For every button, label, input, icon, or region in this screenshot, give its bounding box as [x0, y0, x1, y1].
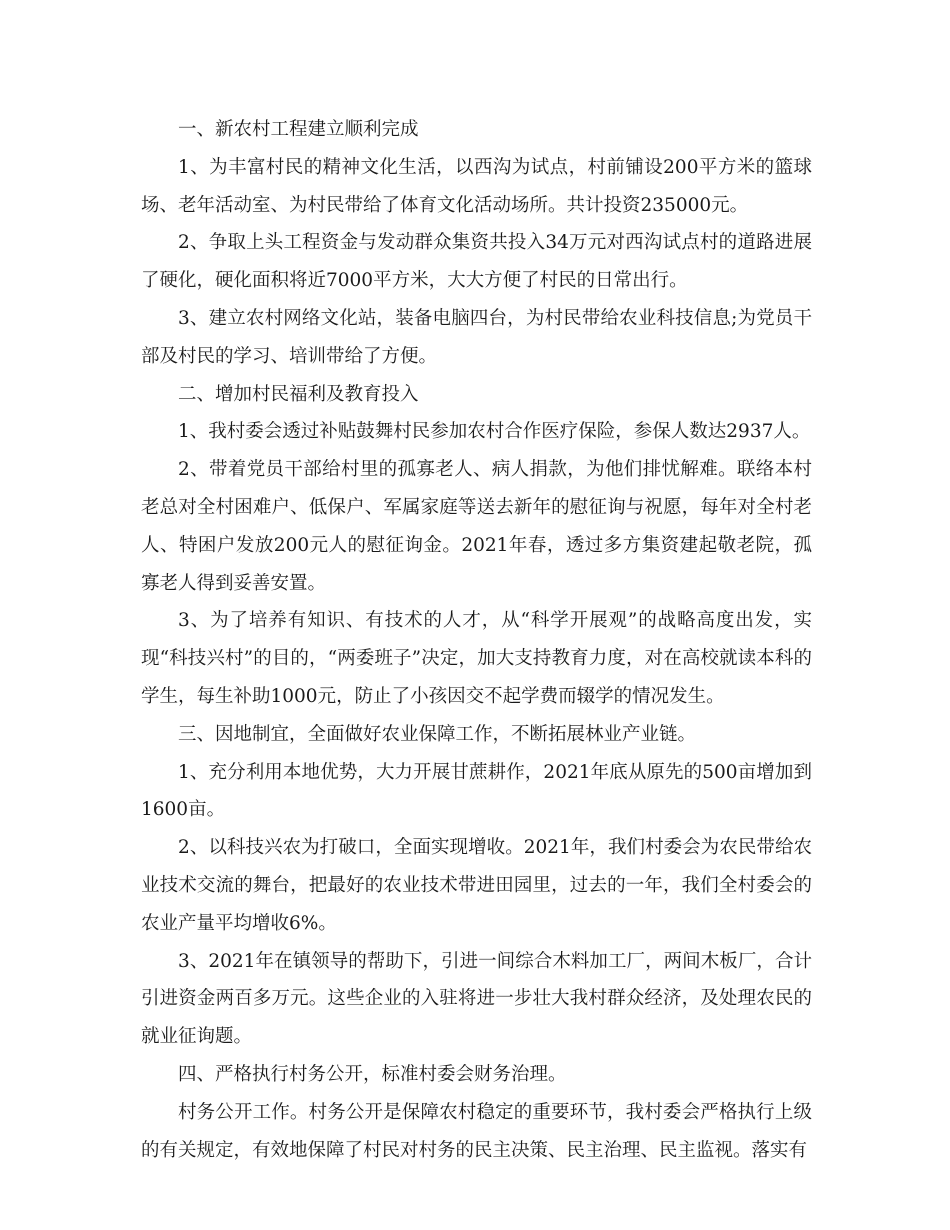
paragraph: 1、为丰富村民的精神文化生活，以西沟为试点，村前铺设200平方米的篮球场、老年活动室、为村民带给了体育文化活动场所。共计投资235000元。 [141, 156, 812, 216]
section-heading-2: 二、增加村民福利及教育投入 [178, 383, 419, 405]
paragraph: 3、2021年在镇领导的帮助下，引进一间综合木料加工厂，两间木板厂，合计引进资金两百多万元。这些企业的入驻将进一步壮大我村群众经济，及处理农民的就业征询题。 [141, 950, 812, 1048]
section-heading-1: 一、新农村工程建立顺利完成 [178, 119, 419, 140]
paragraph: 1、充分利用本地优势，大力开展甘蔗耕作，2021年底从原先的500亩增加到1600亩。 [141, 761, 812, 821]
paragraph: 2、争取上头工程资金与发动群众集资共投入34万元对西沟试点村的道路进展了硬化，硬化面积将近7000平方米，大大方便了村民的日常出行。 [141, 232, 812, 292]
document-body [141, 111, 812, 1169]
paragraph: 3、建立农村网络文化站，装备电脑四台，为村民带给农业科技信息;为党员干部及村民的学习、培训带给了方便。 [141, 307, 812, 367]
section-heading-3: 三、因地制宜，全面做好农业保障工作，不断拓展林业产业链。 [178, 723, 697, 745]
paragraph: 3、为了培养有知识、有技术的人才，从“科学开展观”的战略高度出发，实现“科技兴村”的目的，“两委班子”决定，加大支持教育力度，对在高校就读本科的学生，每生补助1000元，防止了小孩因交不起学费而辍学的情况发生。 [141, 610, 812, 707]
paragraph: 村务公开工作。村务公开是保障农村稳定的重要环节，我村委会严格执行上级的有关规定，有效地保障了村民对村务的民主决策、民主治理、民主监视。落实有 [141, 1101, 812, 1161]
paragraph: 1、我村委会透过补贴鼓舞村民参加农村合作医疗保险，参保人数达2937人。 [178, 421, 811, 443]
paragraph: 2、以科技兴农为打破口，全面实现增收。2021年，我们村委会为农民带给农业技术交流的舞台，把最好的农业技术带进田园里，过去的一年，我们全村委会的农业产量平均增收6%。 [141, 837, 812, 934]
section-heading-4: 四、严格执行村务公开，标准村委会财务治理。 [178, 1063, 567, 1085]
paragraph: 2、带着党员干部给村里的孤寡老人、病人捐款，为他们排忧解难。联络本村老总对全村困难户、低保户、军属家庭等送去新年的慰征询与祝愿，每年对全村老人、特困户发放200元人的慰征询金。2021年春，透过多方集资建起敬老院，孤寡老人得到妥善安置。 [141, 459, 812, 594]
